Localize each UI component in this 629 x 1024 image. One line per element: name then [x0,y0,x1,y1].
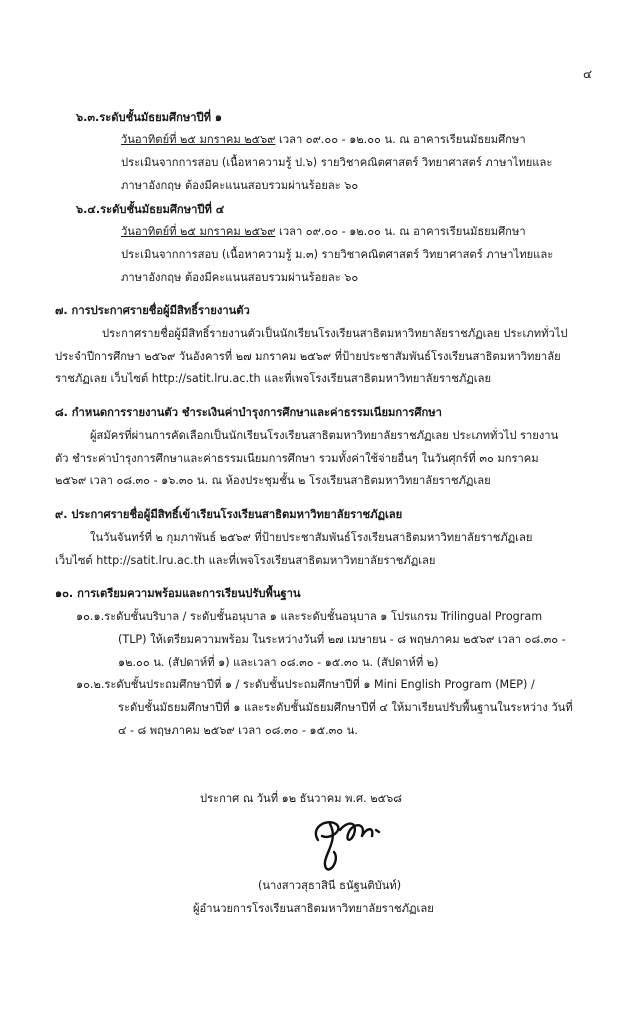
page-number: ๔ [583,67,593,81]
section-6-4-line-3: ภาษาอังกฤษ ต้องมีคะแนนสอบรวมผ่านร้อยละ ๖๐ [121,271,359,284]
section-8-line-1: ผู้สมัครที่ผ่านการคัดเลือกเป็นนักเรียนโรงเรียนสาธิตมหาวิทยาลัยราชภัฏเลย ประเภททั่วไป รายงาน [90,429,559,442]
section-9-line-2: เว็บไซต์ http://satit.lru.ac.th และที่เพจโรงเรียนสาธิตมหาวิทยาลัยราชภัฏเลย [55,554,436,567]
section-6-3-date: วันอาทิตย์ที่ ๒๕ มกราคม ๒๕๖๙ [121,133,276,146]
section-7-line-1: ประกาศรายชื่อผู้มีสิทธิ์รายงานตัวเป็นนักเรียนโรงเรียนสาธิตมหาวิทยาลัยราชภัฏเลย ประเภททั่วไป [102,327,568,340]
section-9-heading: ๙. ประกาศรายชื่อผู้มีสิทธิ์เข้าเรียนโรงเรียนสาธิตมหาวิทยาลัยราชภัฏเลย [55,508,403,521]
section-10-1-line-3: ๑๒.๐๐ น. (สัปดาห์ที่ ๑) และเวลา ๐๘.๓๐ - ๑๕.๓๐ น. (สัปดาห์ที่ ๒) [118,656,439,669]
section-6-3-line-3: ภาษาอังกฤษ ต้องมีคะแนนสอบรวมผ่านร้อยละ ๖๐ [121,179,359,192]
section-10-2-line-1: ๑๐.๒.ระดับชั้นประถมศึกษาปีที่ ๑ / ระดับชั้นประถมศึกษาปีที่ ๑ Mini English Program (MEP) / [76,678,535,691]
section-6-3-heading: ๖.๓.ระดับชั้นมัธยมศึกษาปีที่ ๑ [76,111,223,124]
section-6-4-time: เวลา ๐๙.๐๐ - ๑๒.๐๐ น. ณ อาคารเรียนมัธยมศึกษา [275,225,526,238]
announcement-date: ประกาศ ณ วันที่ ๑๒ ธันวาคม พ.ศ. ๒๕๖๘ [200,792,402,805]
signature [300,800,460,875]
section-7-line-2: ประจำปีการศึกษา ๒๕๖๙ วันอังคารที่ ๒๗ มกราคม ๒๕๖๙ ที่ป้ายประชาสัมพันธ์โรงเรียนสาธิตมหาวิทยาลัย [55,350,561,363]
section-6-4-heading: ๖.๔.ระดับชั้นมัธยมศึกษาปีที่ ๔ [76,203,225,216]
section-10-2-line-3: ๔ - ๘ พฤษภาคม ๒๕๖๙ เวลา ๐๘.๓๐ - ๑๕.๓๐ น. [118,724,358,737]
section-6-3-time: เวลา ๐๙.๐๐ - ๑๒.๐๐ น. ณ อาคารเรียนมัธยมศึกษา [275,133,526,146]
section-8-heading: ๘. กำหนดการรายงานตัว ชำระเงินค่าบำรุงการศึกษาและค่าธรรมเนียมการศึกษา [55,406,442,419]
section-6-4-line-1 [121,221,526,243]
section-8-line-2: ตัว ชำระค่าบำรุงการศึกษาและค่าธรรมเนียมการศึกษา รวมทั้งค่าใช้จ่ายอื่นๆ ในวันศุกร์ที่ ๓๐ มกราคม [55,452,539,465]
section-10-2-line-2: ระดับชั้นมัธยมศึกษาปีที่ ๑ และระดับชั้นมัธยมศึกษาปีที่ ๔ ให้มาเรียนปรับพื้นฐานในระหว่าง วันที่ [118,701,573,714]
section-6-3-line-2: ประเมินจากการสอบ (เนื้อหาความรู้ ป.๖) รายวิชาคณิตศาสตร์ วิทยาศาสตร์ ภาษาไทยและ [121,156,553,169]
section-6-4-date: วันอาทิตย์ที่ ๒๕ มกราคม ๒๕๖๙ [121,225,276,238]
section-9-line-1: ในวันจันทร์ที่ ๒ กุมภาพันธ์ ๒๕๖๙ ที่ป้ายประชาสัมพันธ์โรงเรียนสาธิตมหาวิทยาลัยราชภัฏเลย [90,531,533,544]
section-7-line-3: ราชภัฏเลย เว็บไซต์ http://satit.lru.ac.th และที่เพจโรงเรียนสาธิตมหาวิทยาลัยราชภัฏเลย [55,372,492,385]
section-7-heading: ๗. การประกาศรายชื่อผู้มีสิทธิ์รายงานตัว [55,304,250,317]
signer-title: ผู้อำนวยการโรงเรียนสาธิตมหาวิทยาลัยราชภัฏเลย [193,902,434,915]
signer-name: (นางสาวสุธาสินี ธนัฐนติบันท์) [258,879,402,892]
section-6-4-line-2: ประเมินจากการสอบ (เนื้อหาความรู้ ม.๓) รายวิชาคณิตศาสตร์ วิทยาศาสตร์ ภาษาไทยและ [121,248,554,261]
section-10-heading: ๑๐. การเตรียมความพร้อมและการเรียนปรับพื้นฐาน [55,587,301,600]
section-8-line-3: ๒๕๖๙ เวลา ๐๘.๓๐ - ๑๖.๓๐ น. ณ ห้องประชุมชั้น ๒ โรงเรียนสาธิตมหาวิทยาลัยราชภัฏเลย [55,474,491,487]
handwritten-signature [300,800,460,875]
section-6-3-line-1 [121,129,526,151]
section-10-1-line-2: (TLP) ให้เตรียมความพร้อม ในระหว่างวันที่ ๒๗ เมษายน - ๘ พฤษภาคม ๒๕๖๙ เวลา ๐๘.๓๐ - [118,633,566,646]
section-10-1-line-1: ๑๐.๑.ระดับชั้นบริบาล / ระดับชั้นอนุบาล ๑ และระดับชั้นอนุบาล ๑ โปรแกรม Trilingual Program [76,610,543,623]
